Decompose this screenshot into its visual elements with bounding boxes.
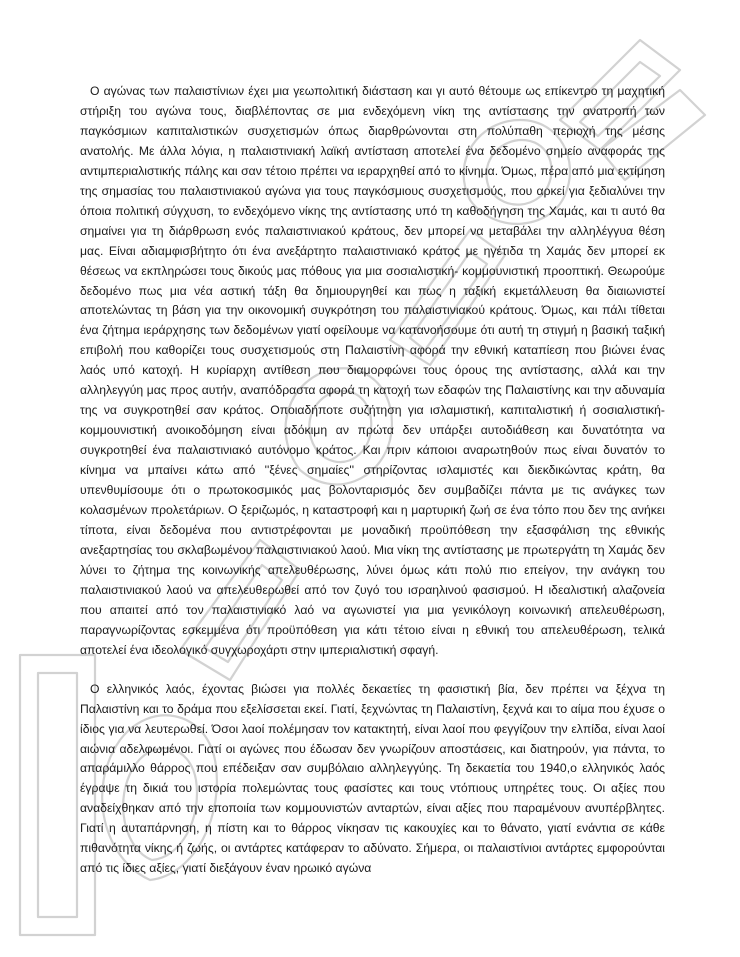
paragraph-greek-people: Ο ελληνικός λαός, έχοντας βιώσει για πολλές δεκαετίες τη φασιστική βία, δεν πρέπει να ξέχνα τη Παλαιστίνη και το δράμα που εξελίσσεται εκεί. Γιατί, ξεχνώντας τη Παλαιστίνη, ξεχνά και το αίμα που έχυσε ο ίδιος για να λευτερωθεί. Όσοι λαοί πολέμησαν τον κατακτητή, είναι λαοί που φεγγίζουν την ελπίδα, είναι λαοί αιώνια αδελφωμένοι. Γιατί οι αγώνες που έδωσαν δεν γνωρίζουν αποστάσεις, και διατηρούν, για πάντα, το απαράμιλλο θάρρος που επέδειξαν σαν συμβόλαιο αλληλεγγύης. Τη δεκαετία του 1940,ο ελληνικός λαός έγραψε τη δικιά του ιστορία πολεμώντας τους φασίστες και τους ντόπιους υπηρέτες τους. Οι αξίες που αναδείχθηκαν από την εποποιία των κομμουνιστών ανταρτών, είναι αξίες που παραμένουν ανυπέρβλητες. Γιατί η αυταπάρνηση, η πίστη και το θάρρος νίκησαν τις κακουχίες και το θάνατο, γιατί ενάντια σε κάθε πιθανότητα νίκης ή ζωής, οι αντάρτες κατάφεραν το αδύνατο. Σήμερα, οι παλαιστίνιοι αντάρτες εμφορούνται από τις ίδιες αξίες, γιατί διεξάγουν έναν ηρωικό αγώνα <box>80 681 665 876</box>
document-page <box>80 82 665 879</box>
paragraph-palestinian-struggle: Ο αγώνας των παλαιστίνιων έχει μια γεωπολιτική διάσταση και γι αυτό θέτουμε ως επίκεντρο τη μαχητική στήριξη του αγώνα τους, διαβλέποντας σε μια ενδεχόμενη νίκη της αντίστασης την ανατροπή των παγκόσμιων καπιταλιστικών συσχετισμών όπως διαρθρώνονται στη πολύπαθη περιοχή της μέσης ανατολής. Με άλλα λόγια, η παλαιστινιακή λαϊκή αντίσταση αποτελεί ένα δεδομένο σημείο αναφοράς της αντιμπεριαλιστικής πάλης και σαν τέτοιο πρέπει να ιεραρχηθεί από το κίνημα. Όμως, πέρα από μια εκτίμηση της σημασίας του παλαιστινιακού αγώνα για τους παγκόσμιους συσχετισμούς, που αρκεί για ξεδιαλύνει την όποια πολιτική σύγχυση, το ενδεχόμενο νίκης της αντίστασης υπό τη καθοδήγηση της Χαμάς, και τι αυτό θα σημαίνει για τη διάρθρωση ενός παλαιστινιακού κράτους, δεν μπορεί να μεταβάλει την αλληλέγγυα θέση μας. Είναι αδιαμφισβήτητο ότι ένα ανεξάρτητο παλαιστινιακό κράτος με ηγέτιδα τη Χαμάς δεν μπορεί εκ θέσεως να εκπληρώσει τους δικούς μας πόθους για μια σοσιαλιστική- κομμουνιστική προοπτική. Θεωρούμε δεδομένο πως μια νέα αστική τάξη θα δημιουργηθεί και πως η ταξική εκμετάλλευση θα διαιωνιστεί αποτελώντας τη βάση για την οικονομική συγκρότηση του παλαιστινιακού κράτους. Όμως, και πάλι τίθεται ένα ζήτημα ιεράρχησης των δεδομένων γιατί οφείλουμε να κατανοήσουμε ότι αυτή τη στιγμή η βασική ταξική επιβολή που καθορίζει τους συσχετισμούς στη Παλαιστίνη αφορά την εθνική καταπίεση που βιώνει ένας λαός υπό κατοχή. Η κυρίαρχη αντίθεση που διαμορφώνει τους όρους της αντίστασης, αλλά και την αλληλεγγύη μας προς αυτήν, αναπόδραστα αφορά τη κατοχή των εδαφών της Παλαιστίνης και την αδυναμία της να συγκροτηθεί σαν κράτος. Οποιαδήποτε συζήτηση για ισλαμιστική, καπιταλιστική ή σοσιαλιστική- κομμουνιστική ανοικοδόμηση είναι αδόκιμη αν πρώτα δεν υπάρξει αυτοδιάθεση και δυνατότητα να συγκροτηθεί ένα παλαιστινιακό αυτόνομο κράτος. Και πριν κάποιοι αναρωτηθούν πως είναι δυνατόν το κίνημα να μπαίνει κάτω από ''ξένες σημαίες'' στηρίζοντας ισλαμιστές και διεκδικώντας κράτη, θα υπενθυμίσουμε ότι ο πρωτοκοσμικός μας βολονταρισμός δεν συμβαδίζει πάντα με τις ανάγκες των κολασμένων προλετάριων. Ο ξεριζωμός, η καταστροφή και η μαρτυρική ζωή σε ένα τόπο που δεν της ανήκει τίποτα, είναι δεδομένα που αντιστρέφονται με μοναδική προϋπόθεση την εξασφάλιση της εθνικής ανεξαρτησίας του σκλαβωμένου παλαιστινιακού λαού. Μια νίκη της αντίστασης με πρωτεργάτη τη Χαμάς δεν λύνει το ζήτημα της κοινωνικής απελευθέρωσης, λύνει όμως κάτι πολύ πιο επείγον, την ανάγκη του παλαιστινιακού λαού να απελευθερωθεί από τον ζυγό του ισραηλινού φασισμού. Η ιδεαλιστική αλαζονεία που απαιτεί από τον παλαιστινιακό λαό να αγωνιστεί για μια γενικόλογη κοινωνική απελευθέρωση, παραγνωρίζοντας εσκεμμένα ότι προϋπόθεση για κάτι τέτοιο είναι η εθνική του απελευθέρωση, τελικά αποτελεί ένα ιδεολογικό συγχωροχάρτι στην ιμπεριαλιστική σφαγή. <box>80 84 665 657</box>
